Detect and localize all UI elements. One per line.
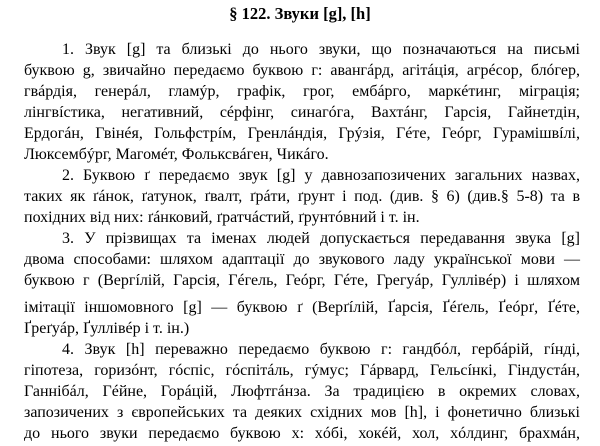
paragraph-2-line-3: похідних від них: ґáнковий, ґратчáстий, ґрунтóвний і т. ін. <box>24 209 420 226</box>
paragraph-1-line-5: Ердогáн, Гвінéя, Гольфстрíм, Гренлáндія, Грýзія, Гéте, Геóрг, Гурамішвíлі, <box>24 125 580 142</box>
paragraph-1-line-1: 1. Звук [g] та близькі до нього звуки, що позначаються на письмі <box>62 41 580 58</box>
paragraph-1-line-3: гвáрдія, генерáл, гламýр, графік, грог, ембáрго, маркéтинг, міграція; <box>24 83 580 100</box>
paragraph-3-line-2: двома способами: шляхом адаптації до звукового ладу української мови — <box>24 251 580 268</box>
paragraph-2-line-1: 2. Буквою ґ передаємо звук [g] у давнозапозичених загальних назвах, <box>62 167 580 184</box>
paragraph-4-line-3: Ганнібáл, Гéйне, Горáцій, Люфтгáнза. За традицією в окремих словах, <box>24 383 580 400</box>
section-heading: § 122. Звуки [g], [h] <box>229 4 371 23</box>
paragraph-3-line-4: імітації іншомовного [g] — буквою ґ (Верґíлій, Ґарсія, Ґéґель, Ґеóрґ, Ґéте, <box>24 299 580 316</box>
paragraph-1-line-4: лінгвíстика, негативний, сéрфінг, синагóга, Вахтáнг, Гарсія, Гайнетдін, <box>24 104 580 121</box>
paragraph-3-line-1: 3. У прізвищах та іменах людей допускається передавання звука [g] <box>62 230 580 247</box>
paragraph-3-line-3: буквою г (Вергíлій, Гарсія, Гéгель, Геóрг, Гéте, Грегуáр, Гуллівéр) і шляхом <box>24 272 580 289</box>
paragraph-4-line-1: 4. Звук [h] переважно передаємо буквою г: гандбóл, гербáрій, гíнді, <box>62 341 580 358</box>
paragraph-1-line-2: буквою g, звичайно передаємо буквою г: авангáрд, агітáція, агрéсор, блóгер, <box>24 62 580 79</box>
paragraph-4-line-4: запозичених з європейських та деяких східних мов [h], і фонетично близькі <box>24 404 580 421</box>
paragraph-1-line-6: Люксембýрг, Магомéт, Фольксвáген, Чикáго. <box>24 146 329 163</box>
paragraph-4-line-5: до нього звуки передаємо буквою х: хóбі, хокéй, хол, хóлдинг, брахмáн, <box>24 425 580 442</box>
paragraph-2-line-2: таких як ґáнок, ґатунок, ґвалт, ґрáти, ґрунт і под. (див. § 6) (див.§ 5-8) та в <box>24 188 580 205</box>
paragraph-3-line-5: Ґреґуáр, Ґуллівéр і т. ін.) <box>24 320 190 337</box>
paragraph-4-line-2: гіпотеза, горизóнт, гóспіс, гóспітáль, гýмус; Гáрвард, Гельсíнкі, Гіндустáн, <box>24 362 580 379</box>
